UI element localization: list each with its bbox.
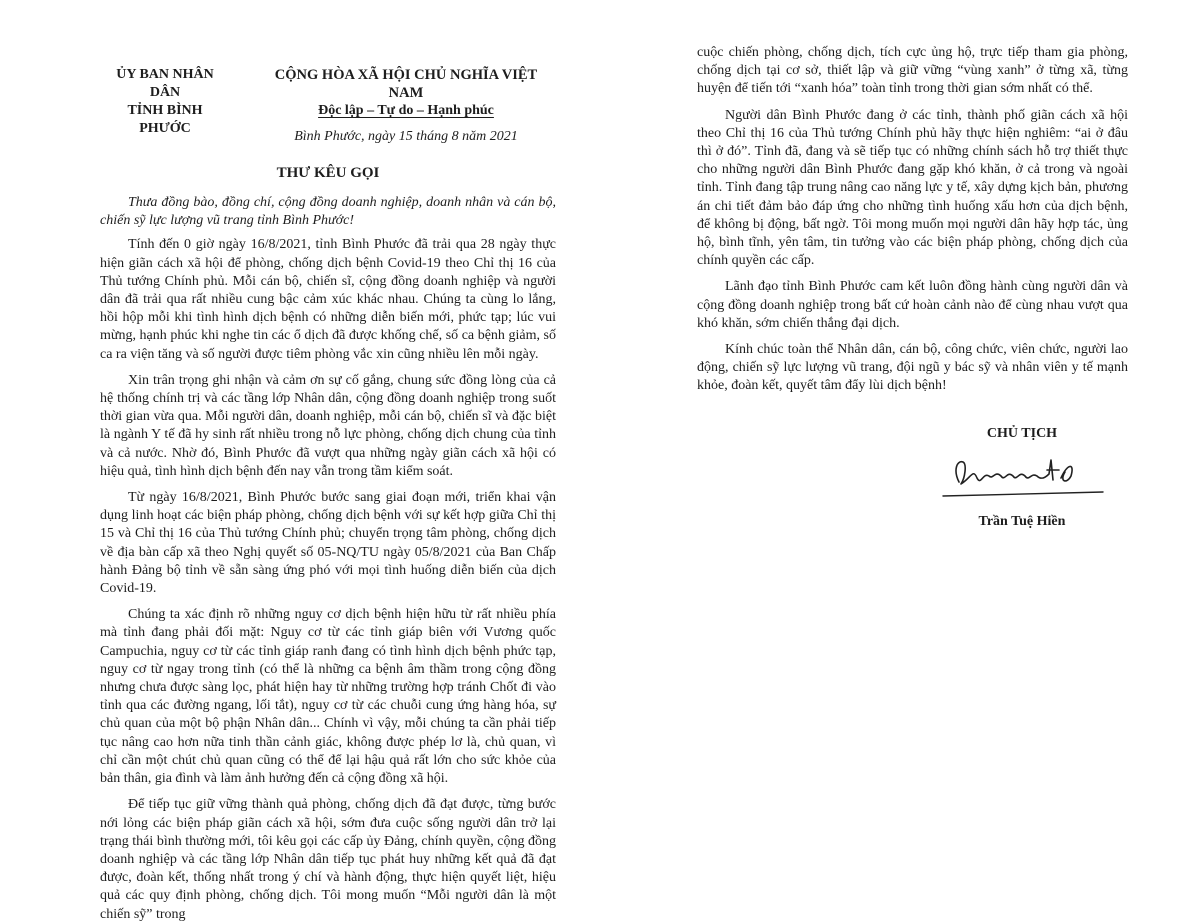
paragraph: Chúng ta xác định rõ những nguy cơ dịch bệnh hiện hữu từ rất nhiều phía mà tỉnh đang phải đối mặt: Nguy cơ từ các tỉnh giáp biên với Vương quốc Campuchia, nguy cơ từ các tỉnh giáp ranh đang có tình hình dịch bệnh phức tạp, nguy cơ từ ngay trong tỉnh (có thể là những ca bệnh âm thầm trong cộng đồng nhưng chưa được sàng lọc, phát hiện hay từ những trường hợp tránh Chốt đi vào tỉnh qua các đường ngang, lối tắt), nguy cơ từ các chuỗi cung ứng hàng hóa, sự chủ quan của một bộ phận Nhân dân... Chính vì vậy, mỗi chúng ta cần phải tiếp tục nâng cao hơn nữa tinh thần cảnh giác, không được phép lơ là, chủ quan, vì chỉ cần một chút chủ quan cũng có thể để lại hậu quả rất lớn cho sức khỏe của bản thân, gia đình và làm ảnh hưởng đến cả cộng đồng xã hội. (100, 607, 556, 787)
paragraph: Kính chúc toàn thể Nhân dân, cán bộ, công chức, viên chức, người lao động, chiến sỹ lực lượng vũ trang, đội ngũ y bác sỹ và nhân viên y tế mạnh khỏe, đoàn kết, quyết tâm đẩy lùi dịch bệnh! (697, 342, 1128, 394)
signature-block (937, 426, 1107, 530)
issuing-organization (100, 66, 230, 146)
paragraph: Từ ngày 16/8/2021, Bình Phước bước sang giai đoạn mới, triển khai vận dụng linh hoạt các biện pháp phòng, chống dịch bệnh với sự kết hợp giữa Chỉ thị 15 và Chỉ thị 16 của Thủ tướng Chính phủ; chuyển trọng tâm phòng, chống dịch về địa bàn cấp xã theo Nghị quyết số 05-NQ/TU ngày 05/8/2021 của Ban Chấp hành Đảng bộ tỉnh về sẵn sàng ứng phó với mọi tình huống diễn biến của dịch Covid-19. (100, 490, 556, 597)
org-line-1: ỦY BAN NHÂN DÂN (116, 67, 214, 100)
nation-motto: Độc lập – Tự do – Hạnh phúc (318, 103, 494, 118)
org-line-2: TỈNH BÌNH PHƯỚC (127, 103, 203, 136)
document-header (100, 66, 556, 146)
document-title: THƯ KÊU GỌI (276, 165, 380, 181)
paragraph: cuộc chiến phòng, chống dịch, tích cực ủng hộ, trực tiếp tham gia phòng, chống dịch tại cơ sở, thiết lập và giữ vững “vùng xanh” ở từng xã, từng huyện để tiến tới “xanh hóa” toàn tỉnh trong thời gian sớm nhất có thể. (697, 45, 1128, 97)
paragraph: Xin trân trọng ghi nhận và cảm ơn sự cố gắng, chung sức đồng lòng của cả hệ thống chính trị và các tầng lớp Nhân dân, cộng đồng doanh nghiệp trong suốt thời gian vừa qua. Mỗi người dân, doanh nghiệp, mỗi cán bộ, chiến sĩ và đặc biệt là ngành Y tế đã hy sinh rất nhiều trong nỗ lực phòng, chống dịch chung của tỉnh và cả nước. Nhờ đó, Bình Phước đã vượt qua những ngày giãn cách xã hội có hiệu quả, tình hình dịch bệnh đến nay vẫn trong tầm kiểm soát. (100, 372, 556, 479)
paragraph: Để tiếp tục giữ vững thành quả phòng, chống dịch đã đạt được, từng bước nới lỏng các biện pháp giãn cách xã hội, sớm đưa cuộc sống người dân trở lại trạng thái bình thường mới, tôi kêu gọi các cấp ủy Đảng, chính quyền, cộng đồng doanh nghiệp và các tầng lớp Nhân dân tiếp tục phát huy những kết quả đã đạt được, đoàn kết, thống nhất trong ý chí và hành động, thực hiện quyết liệt, hiệu quả các quy định phòng, chống dịch. Tôi mong muốn “Mỗi người dân là một chiến sỹ” trong (100, 797, 556, 922)
national-heading (256, 66, 556, 146)
signer-role: CHỦ TỊCH (986, 425, 1058, 441)
paragraph: Lãnh đạo tỉnh Bình Phước cam kết luôn đồng hành cùng người dân và cộng đồng doanh nghiệp trong bất cứ hoàn cảnh nào để cùng nhau vượt qua khó khăn, sớm chiến thắng đại dịch. (697, 279, 1128, 331)
signer-name: Trần Tuệ Hiền (978, 513, 1066, 529)
right-page (600, 0, 1200, 856)
nation-line-1: CỘNG HÒA XÃ HỘI CHỦ NGHĨA VIỆT NAM (274, 67, 538, 101)
paragraph: Người dân Bình Phước đang ở các tỉnh, thành phố giãn cách xã hội theo Chỉ thị 16 của Thủ tướng Chính phủ hãy thực hiện nghiêm: “ai ở đâu thì ở đó”. Tỉnh đã, đang và sẽ tiếp tục có những chính sách hỗ trợ thiết thực cho những người dân Bình Phước đang gặp khó khăn, ở cả trong và ngoài tỉnh. Tỉnh đang tập trung nâng cao năng lực y tế, xây dựng kịch bản, phương án chi tiết đảm bảo đáp ứng cho những tình huống xấu hơn của dịch bệnh, để không bị động, bất ngờ. Tôi mong muốn mọi người dân hãy hợp tác, ủng hộ, bình tĩnh, yên tâm, tin tưởng vào các biện pháp phòng, chống dịch của chính quyền các cấp. (697, 107, 1128, 269)
document-date: Bình Phước, ngày 15 tháng 8 năm 2021 (294, 129, 518, 144)
greeting: Thưa đồng bào, đồng chí, cộng đồng doanh nghiệp, doanh nhân và cán bộ, chiến sỹ lực lượng vũ trang tỉnh Bình Phước! (100, 195, 556, 229)
signature-scribble-icon (937, 448, 1107, 500)
paragraph: Tính đến 0 giờ ngày 16/8/2021, tỉnh Bình Phước đã trải qua 28 ngày thực hiện giãn cách xã hội để phòng, chống dịch bệnh Covid-19 theo Chỉ thị 16 của Thủ tướng Chính phủ. Mỗi cán bộ, chiến sĩ, cộng đồng doanh nghiệp và người dân đã trải qua rất nhiều cung bậc cảm xúc khác nhau. Chúng ta cùng lo lắng, hồi hộp mỗi khi tình hình dịch bệnh có những diễn biến mới, phức tạp; lúc vui mừng, hạnh phúc khi nghe tin các ổ dịch đã được khống chế, số ca bệnh giảm, số ca ra viện tăng và số người được tiêm phòng vắc xin cũng nhiều lên mỗi ngày. (100, 237, 556, 362)
handwritten-signature (937, 448, 1107, 500)
left-page (0, 0, 600, 922)
